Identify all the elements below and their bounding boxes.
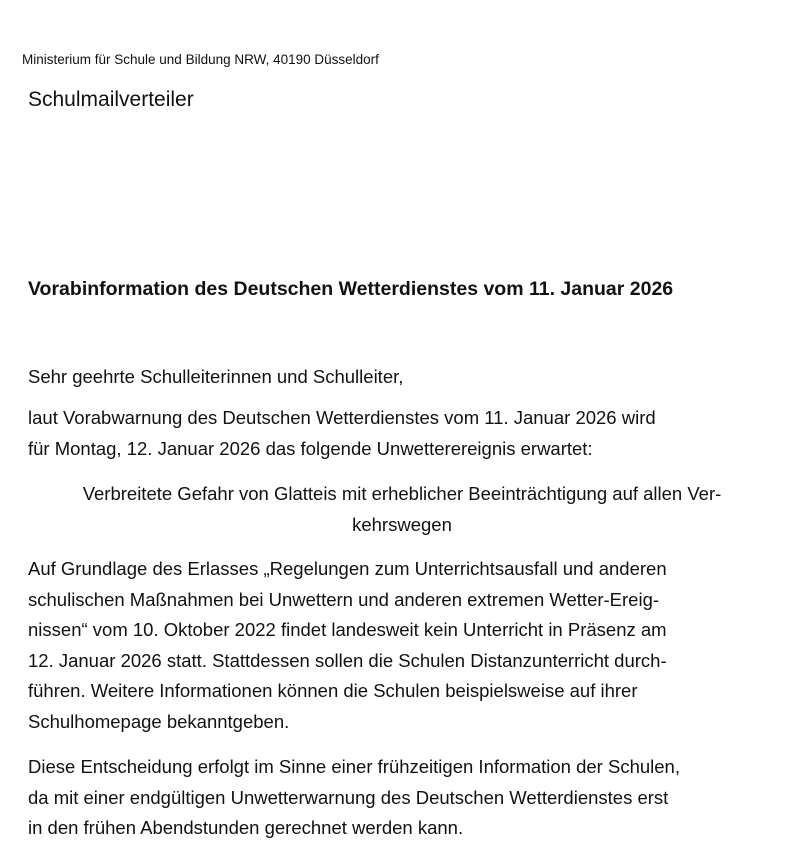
paragraph-line: laut Vorabwarnung des Deutschen Wetterdienstes vom 11. Januar 2026 wird bbox=[28, 407, 656, 428]
paragraph-weather-warning-intro bbox=[28, 403, 776, 464]
paragraph-line: schulischen Maßnahmen bei Unwettern und anderen extremen Wetter-Ereig- bbox=[28, 588, 660, 610]
warning-line: kehrswegen bbox=[352, 513, 452, 535]
paragraph-line: da mit einer endgültigen Unwetterwarnung des Deutschen Wetterdienstes erst bbox=[28, 786, 669, 808]
salutation: Sehr geehrte Schulleiterinnen und Schulleiter, bbox=[28, 366, 404, 387]
sender-address-line: Ministerium für Schule und Bildung NRW, 40190 Düsseldorf bbox=[22, 52, 379, 67]
paragraph-line: Auf Grundlage des Erlasses „Regelungen zum Unterrichtsausfall und anderen bbox=[28, 558, 667, 579]
paragraph-decision-rationale bbox=[28, 752, 776, 844]
warning-statement bbox=[28, 479, 776, 540]
warning-line: Verbreitete Gefahr von Glatteis mit erheblicher Beeinträchtigung auf allen Ver- bbox=[82, 483, 722, 504]
recipient-line: Schulmailverteiler bbox=[28, 88, 194, 111]
paragraph-line: nissen“ vom 10. Oktober 2022 findet landesweit kein Unterricht in Präsenz am bbox=[28, 619, 667, 640]
paragraph-line: Diese Entscheidung erfolgt im Sinne einer frühzeitigen Information der Schulen, bbox=[28, 756, 680, 777]
paragraph-line: in den frühen Abendstunden gerechnet werden kann. bbox=[28, 817, 464, 838]
paragraph-line: 12. Januar 2026 statt. Stattdessen sollen die Schulen Distanzunterricht durch- bbox=[28, 649, 667, 671]
paragraph-line: für Montag, 12. Januar 2026 das folgende Unwetterereignis erwartet: bbox=[28, 437, 593, 459]
paragraph-line: Schulhomepage bekanntgeben. bbox=[28, 710, 290, 732]
paragraph-school-closure bbox=[28, 554, 776, 737]
paragraph-line: führen. Weitere Informationen können die Schulen beispielsweise auf ihrer bbox=[28, 680, 638, 701]
subject-heading: Vorabinformation des Deutschen Wetterdienstes vom 11. Januar 2026 bbox=[28, 278, 674, 300]
